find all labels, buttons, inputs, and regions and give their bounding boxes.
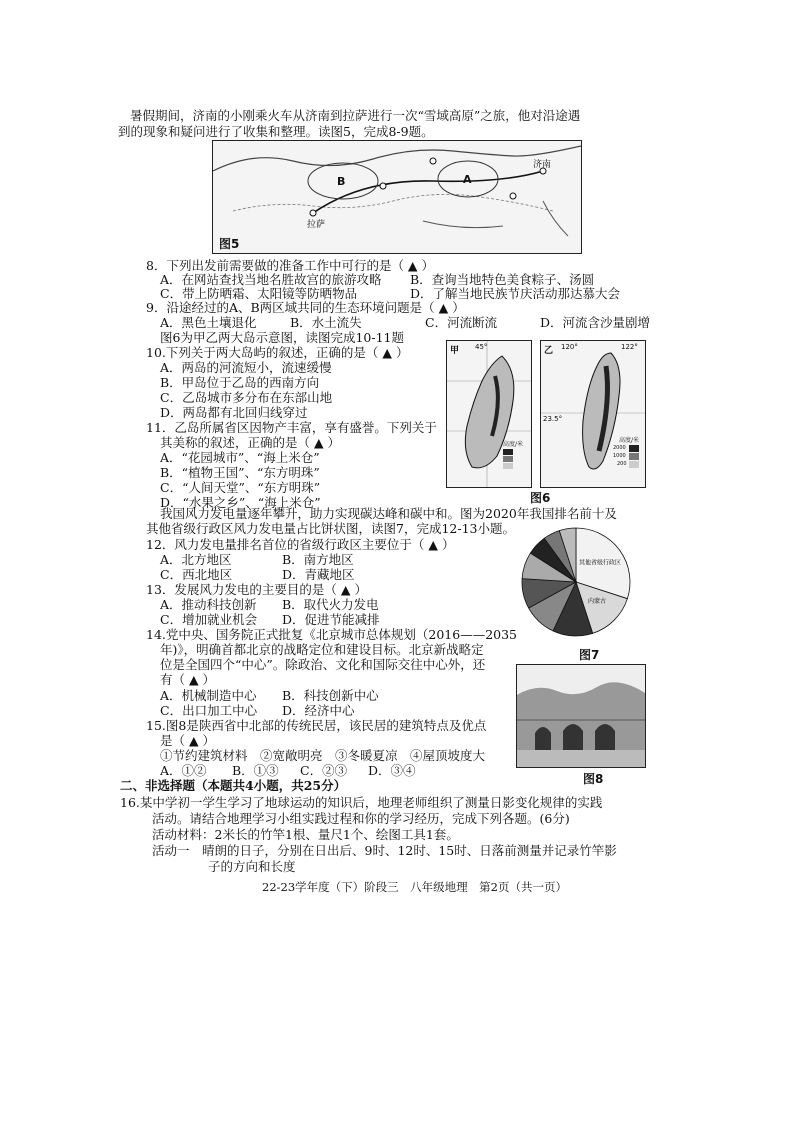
fig7-intro-line1: 我国风力发电量逐年攀升，助力实现碳达峰和碳中和。图为2020年我国排名前十及 [160, 506, 617, 521]
map-label-lhasa: 拉萨 [307, 220, 326, 230]
cave-arch [595, 724, 615, 750]
island-yi-legend-v1: 2000 [613, 445, 626, 451]
fig6-intro: 图6为甲乙两大岛示意图，读图完成10-11题 [160, 330, 404, 345]
island-yi-legend-title: 高度/米 [619, 437, 640, 444]
q16-line3: 活动材料：2米长的竹竿1根、量尺1个、绘图工具1套。 [152, 827, 459, 842]
q10-option-b: B．甲岛位于乙岛的西南方向 [160, 375, 320, 390]
q11-option-b: B．“植物王国”、“东方明珠” [160, 465, 320, 480]
island-jia-legend-title: 高度/米 [503, 441, 524, 448]
q9-stem: 9．沿途经过的A、B两区域共同的生态环境问题是（ ▲ ） [146, 300, 465, 315]
map-river [423, 221, 503, 228]
q13-option-c: C．增加就业机会 [160, 612, 258, 627]
q12-option-a: A．北方地区 [160, 552, 232, 567]
q8-stem: 8．下列出发前需要做的准备工作中可行的是（ ▲ ） [146, 258, 435, 273]
island-jia-longitude: 45° [475, 343, 488, 351]
q11-option-a: A．“花园城市”、“海上米仓” [160, 450, 320, 465]
intro-line1: 暑假期间，济南的小刚乘火车从济南到拉萨进行一次“雪域高原”之旅，他对沿途遇 [130, 108, 581, 123]
legend-swatch [503, 456, 513, 462]
island-yi-legend-v3: 200 [617, 461, 627, 467]
q14-line4: 有（ ▲ ） [160, 672, 216, 687]
q9-option-d: D．河流含沙量剧增 [540, 315, 651, 330]
q9-option-a: A．黑色土壤退化 [160, 315, 257, 330]
map-province-line [233, 194, 553, 211]
q8-option-b: B．查询当地特色美食粽子、汤圆 [410, 272, 595, 287]
figure7-label: 图7 [579, 648, 600, 662]
pie-slice-label: 内蒙古 [587, 598, 607, 606]
figure6-island-jia [446, 340, 532, 488]
section2-heading: 二、非选择题（本题共4小题，共25分） [120, 778, 347, 793]
q14-option-c: C．出口加工中心 [160, 703, 258, 718]
figure7-pie-chart [508, 524, 644, 642]
island-yi-latitude: 23.5° [543, 415, 563, 423]
pie-svg [508, 524, 644, 642]
q14-line1: 14.党中央、国务院正式批复《北京城市总体规划（2016——2035 [146, 627, 518, 642]
q11-option-d: D．“水果之乡”、“海上米仓” [160, 495, 321, 510]
q15-options: ①节约建筑材料 ②宽敞明亮 ③冬暖夏凉 ④屋顶坡度大 [160, 748, 486, 763]
figure6-island-yi [540, 340, 646, 488]
q10-option-d: D．两岛都有北回归线穿过 [160, 405, 308, 420]
q14-option-a: A．机械制造中心 [160, 688, 257, 703]
island-yi-longitude-1: 120° [561, 343, 578, 351]
city-dot [430, 158, 436, 164]
intro-line2: 到的现象和疑问进行了收集和整理。读图5，完成8-9题。 [118, 124, 434, 139]
page-footer: 22-23学年度（下）阶段三 八年级地理 第2页（共一页） [262, 880, 567, 894]
figure8-label: 图8 [583, 772, 604, 786]
figure6-label: 图6 [530, 491, 551, 505]
legend-swatch [503, 463, 513, 469]
island-yi-shape [583, 353, 620, 469]
figure8-svg [517, 665, 645, 767]
legend-swatch [503, 449, 513, 455]
city-dot [380, 183, 386, 189]
q13-option-d: D．促进节能减排 [282, 612, 380, 627]
q11-stem-line2: 其美称的叙述，正确的是（ ▲ ） [160, 435, 341, 450]
q10-option-a: A．两岛的河流短小，流速缓慢 [160, 360, 332, 375]
legend-swatch [629, 453, 639, 460]
q16-line5: 子的方向和长度 [208, 859, 296, 874]
island-yi-svg [541, 341, 645, 487]
q12-option-c: C．西北地区 [160, 567, 233, 582]
map-river [543, 201, 568, 236]
q8-option-c: C．带上防晒霜、太阳镜等防晒物品 [160, 286, 358, 301]
q12-stem: 12．风力发电量排名首位的省级行政区主要位于（ ▲ ） [146, 537, 455, 552]
q15-line1: 15.图8是陕西省中北部的传统民居，该民居的建筑特点及优点 [146, 718, 487, 733]
lhasa-dot [310, 210, 316, 216]
legend-swatch [629, 461, 639, 468]
fig7-intro-line2: 其他省级行政区风力发电量占比饼状图，读图7，完成12-13小题。 [146, 521, 515, 536]
map-border-line [213, 146, 581, 171]
q15-option-c: C．②③ [300, 763, 348, 778]
map-label-b: B [337, 175, 346, 188]
map-label-a: A [463, 173, 472, 186]
figure5-map [212, 140, 582, 254]
q13-option-b: B．取代火力发电 [282, 597, 379, 612]
q15-line2: 是（ ▲ ） [160, 733, 216, 748]
q14-option-d: D．经济中心 [282, 703, 355, 718]
q12-option-b: B．南方地区 [282, 552, 354, 567]
q11-option-c: C．“人间天堂”、“东方明珠” [160, 480, 321, 495]
figure5-label: 图5 [219, 237, 240, 251]
legend-swatch [629, 445, 639, 452]
q8-option-d: D．了解当地民族节庆活动那达慕大会 [410, 286, 621, 301]
q8-option-a: A．在网站查找当地名胜故宫的旅游攻略 [160, 272, 382, 287]
q16-line1: 16.某中学初一学生学习了地球运动的知识后，地理老师组织了测量日影变化规律的实践 [120, 795, 603, 810]
cave-arch [563, 724, 583, 750]
island-yi-legend-v2: 1000 [613, 453, 626, 459]
city-dot [510, 193, 516, 199]
cave-arch [535, 727, 551, 750]
q9-option-b: B．水土流失 [290, 315, 362, 330]
q14-option-b: B．科技创新中心 [282, 688, 379, 703]
courtyard [517, 750, 645, 767]
q9-option-c: C．河流断流 [425, 315, 498, 330]
q16-line4: 活动一 晴朗的日子，分别在日出后、9时、12时、15时、日落前测量并记录竹竿影 [152, 843, 617, 858]
q15-option-a: A．①② [160, 763, 207, 778]
q16-line2: 活动。请结合地理学习小组实践过程和你的学习经历，完成下列各题。(6分) [152, 811, 570, 826]
q14-line3: 位是全国四个“中心”。除政治、文化和国际交往中心外，还 [160, 657, 486, 672]
q13-stem: 13．发展风力发电的主要目的是（ ▲ ） [146, 582, 367, 597]
q15-option-b: B．①③ [232, 763, 279, 778]
q10-stem: 10.下列关于两大岛屿的叙述，正确的是（ ▲ ） [146, 345, 409, 360]
q14-line2: 年)》，明确首都北京的战略定位和建设目标。北京新战略定 [160, 642, 484, 657]
map-label-jinan: 济南 [533, 160, 552, 170]
q10-option-c: C．乙岛城市多分布在东部山地 [160, 390, 333, 405]
pie-slice-label: 其他省级行政区 [579, 559, 622, 567]
q12-option-d: D．青藏地区 [282, 567, 355, 582]
q11-stem-line1: 11．乙岛所属省区因物产丰富，享有盛誉。下列关于 [146, 420, 437, 435]
island-yi-longitude-2: 122° [621, 343, 638, 351]
railway-route [313, 171, 543, 213]
figure5-svg [213, 141, 581, 253]
island-jia-label: 甲 [450, 346, 460, 356]
island-jia-svg [447, 341, 531, 487]
island-yi-label: 乙 [544, 346, 554, 356]
q13-option-a: A．推动科技创新 [160, 597, 257, 612]
figure8-photo [516, 664, 646, 768]
q15-option-d: D．③④ [368, 763, 416, 778]
